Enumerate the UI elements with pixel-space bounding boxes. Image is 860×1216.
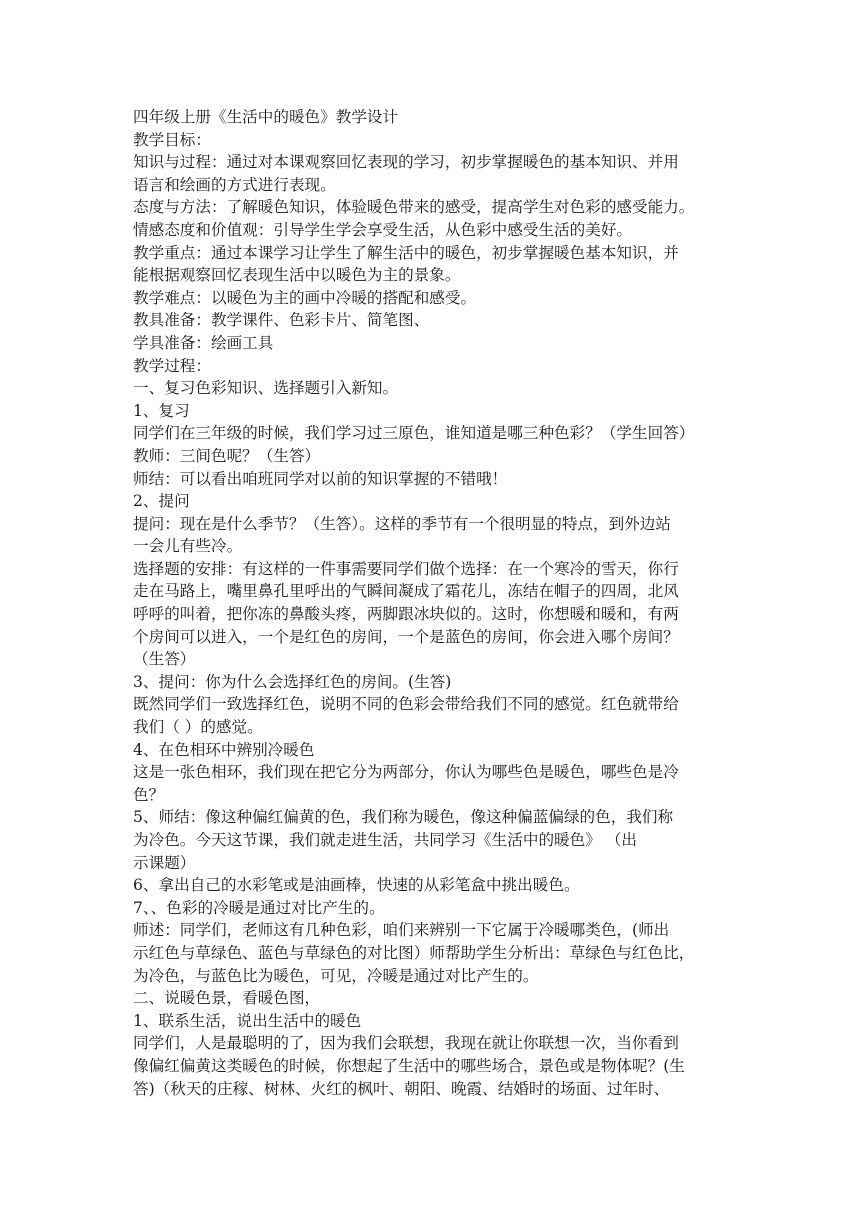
- text-line: 学具准备：绘画工具: [133, 333, 274, 352]
- text-line: 6、拿出自己的水彩笔或是油画棒，快速的从彩笔盒中挑出暖色。: [133, 876, 580, 895]
- text-line: 这是一张色相环，我们现在把它分为两部分，你认为哪些色是暖色，哪些色是冷: [133, 763, 679, 782]
- text-line: 知识与过程：通过对本课观察回忆表现的学习，初步掌握暖色的基本知识、并用: [133, 153, 679, 172]
- text-line: 情感态度和价值观：引导学生学会享受生活，从色彩中感受生活的美好。: [133, 220, 633, 239]
- text-line: 既然同学们一致选择红色，说明不同的色彩会带给我们不同的感觉。红色就带给: [133, 695, 679, 714]
- text-line: 像偏红偏黄这类暖色的时候，你想起了生活中的哪些场合，景色或是物体呢？(生: [133, 1056, 685, 1075]
- document-body: [133, 106, 741, 1100]
- text-line: 一会儿有些冷。: [133, 537, 243, 556]
- text-line: 示红色与草绿色、蓝色与草绿色的对比图）师帮助学生分析出：草绿色与红色比，: [133, 943, 695, 962]
- text-line: 5、师结：像这种偏红偏黄的色，我们称为暖色，像这种偏蓝偏绿的色，我们称: [133, 808, 674, 827]
- text-line: 同学们，人是最聪明的了，因为我们会联想，我现在就让你联想一次，当你看到: [133, 1034, 679, 1053]
- text-line: 教学过程：: [133, 356, 211, 375]
- text-line: 师述：同学们，老师这有几种色彩，咱们来辨别一下它属于冷暖哪类色，(师出: [133, 921, 670, 940]
- text-line: 教具准备：教学课件、色彩卡片、简笔图、: [133, 311, 430, 330]
- text-line: 为冷色。今天这节课，我们就走进生活，共同学习《生活中的暖色》 （出: [133, 831, 637, 849]
- text-line: 态度与方法：了解暖色知识，体验暖色带来的感受，提高学生对色彩的感受能力。: [133, 198, 695, 217]
- text-line: 选择题的安排：有这样的一件事需要同学们做个选择：在一个寒冷的雪天，你行: [133, 559, 679, 578]
- text-line: 色？: [133, 785, 165, 804]
- text-line: 一、复习色彩知识、选择题引入新知。: [133, 379, 399, 398]
- text-line: 走在马路上，嘴里鼻孔里呼出的气瞬间凝成了霜花儿，冻结在帽子的四周，北风: [133, 582, 679, 601]
- text-line: 示课题）: [133, 853, 196, 872]
- text-line: 1、复习: [133, 401, 190, 420]
- text-line: 教学目标：: [133, 130, 211, 149]
- text-line: （生答）: [133, 650, 196, 669]
- text-line: 答)（秋天的庄稼、树林、火红的枫叶、朝阳、晚霞、结婚时的场面、过年时、: [133, 1079, 670, 1098]
- text-line: 我们（ ）的感觉。: [133, 718, 263, 737]
- text-line: 二、说暖色景，看暖色图，: [133, 989, 321, 1008]
- text-line: 为冷色，与蓝色比为暖色，可见，冷暖是通过对比产生的。: [133, 966, 539, 985]
- text-line: 四年级上册《生活中的暖色》教学设计: [133, 108, 399, 126]
- text-line: 同学们在三年级的时候，我们学习过三原色，谁知道是哪三种色彩？（学生回答）: [133, 424, 695, 443]
- text-line: 教师：三间色呢？（生答）: [133, 446, 321, 465]
- text-line: 提问：现在是什么季节？（生答）。这样的季节有一个很明显的特点，到外边站: [133, 514, 671, 533]
- text-line: 2、提问: [133, 492, 190, 511]
- text-line: 4、在色相环中辨别冷暖色: [133, 740, 315, 759]
- text-line: 师结：可以看出咱班同学对以前的知识掌握的不错哦！: [133, 469, 508, 488]
- text-line: 呼呼的叫着，把你冻的鼻酸头疼，两脚跟冰块似的。这时，你想暖和暖和，有两: [133, 605, 679, 624]
- text-line: 教学重点：通过本课学习让学生了解生活中的暖色，初步掌握暖色基本知识，并: [133, 243, 679, 262]
- text-line: 语言和绘画的方式进行表现。: [133, 175, 336, 194]
- text-line: 能根据观察回忆表现生活中以暖色为主的景象。: [133, 266, 461, 285]
- text-line: 个房间可以进入，一个是红色的房间，一个是蓝色的房间，你会进入哪个房间？: [133, 627, 679, 646]
- text-line: 7、、色彩的冷暖是通过对比产生的。: [133, 898, 385, 917]
- text-line: 1、联系生活，说出生活中的暖色: [133, 1011, 362, 1030]
- text-line: 3、提问：你为什么会选择红色的房间。(生答): [133, 672, 452, 691]
- text-line: 教学难点：以暖色为主的画中冷暖的搭配和感受。: [133, 288, 477, 307]
